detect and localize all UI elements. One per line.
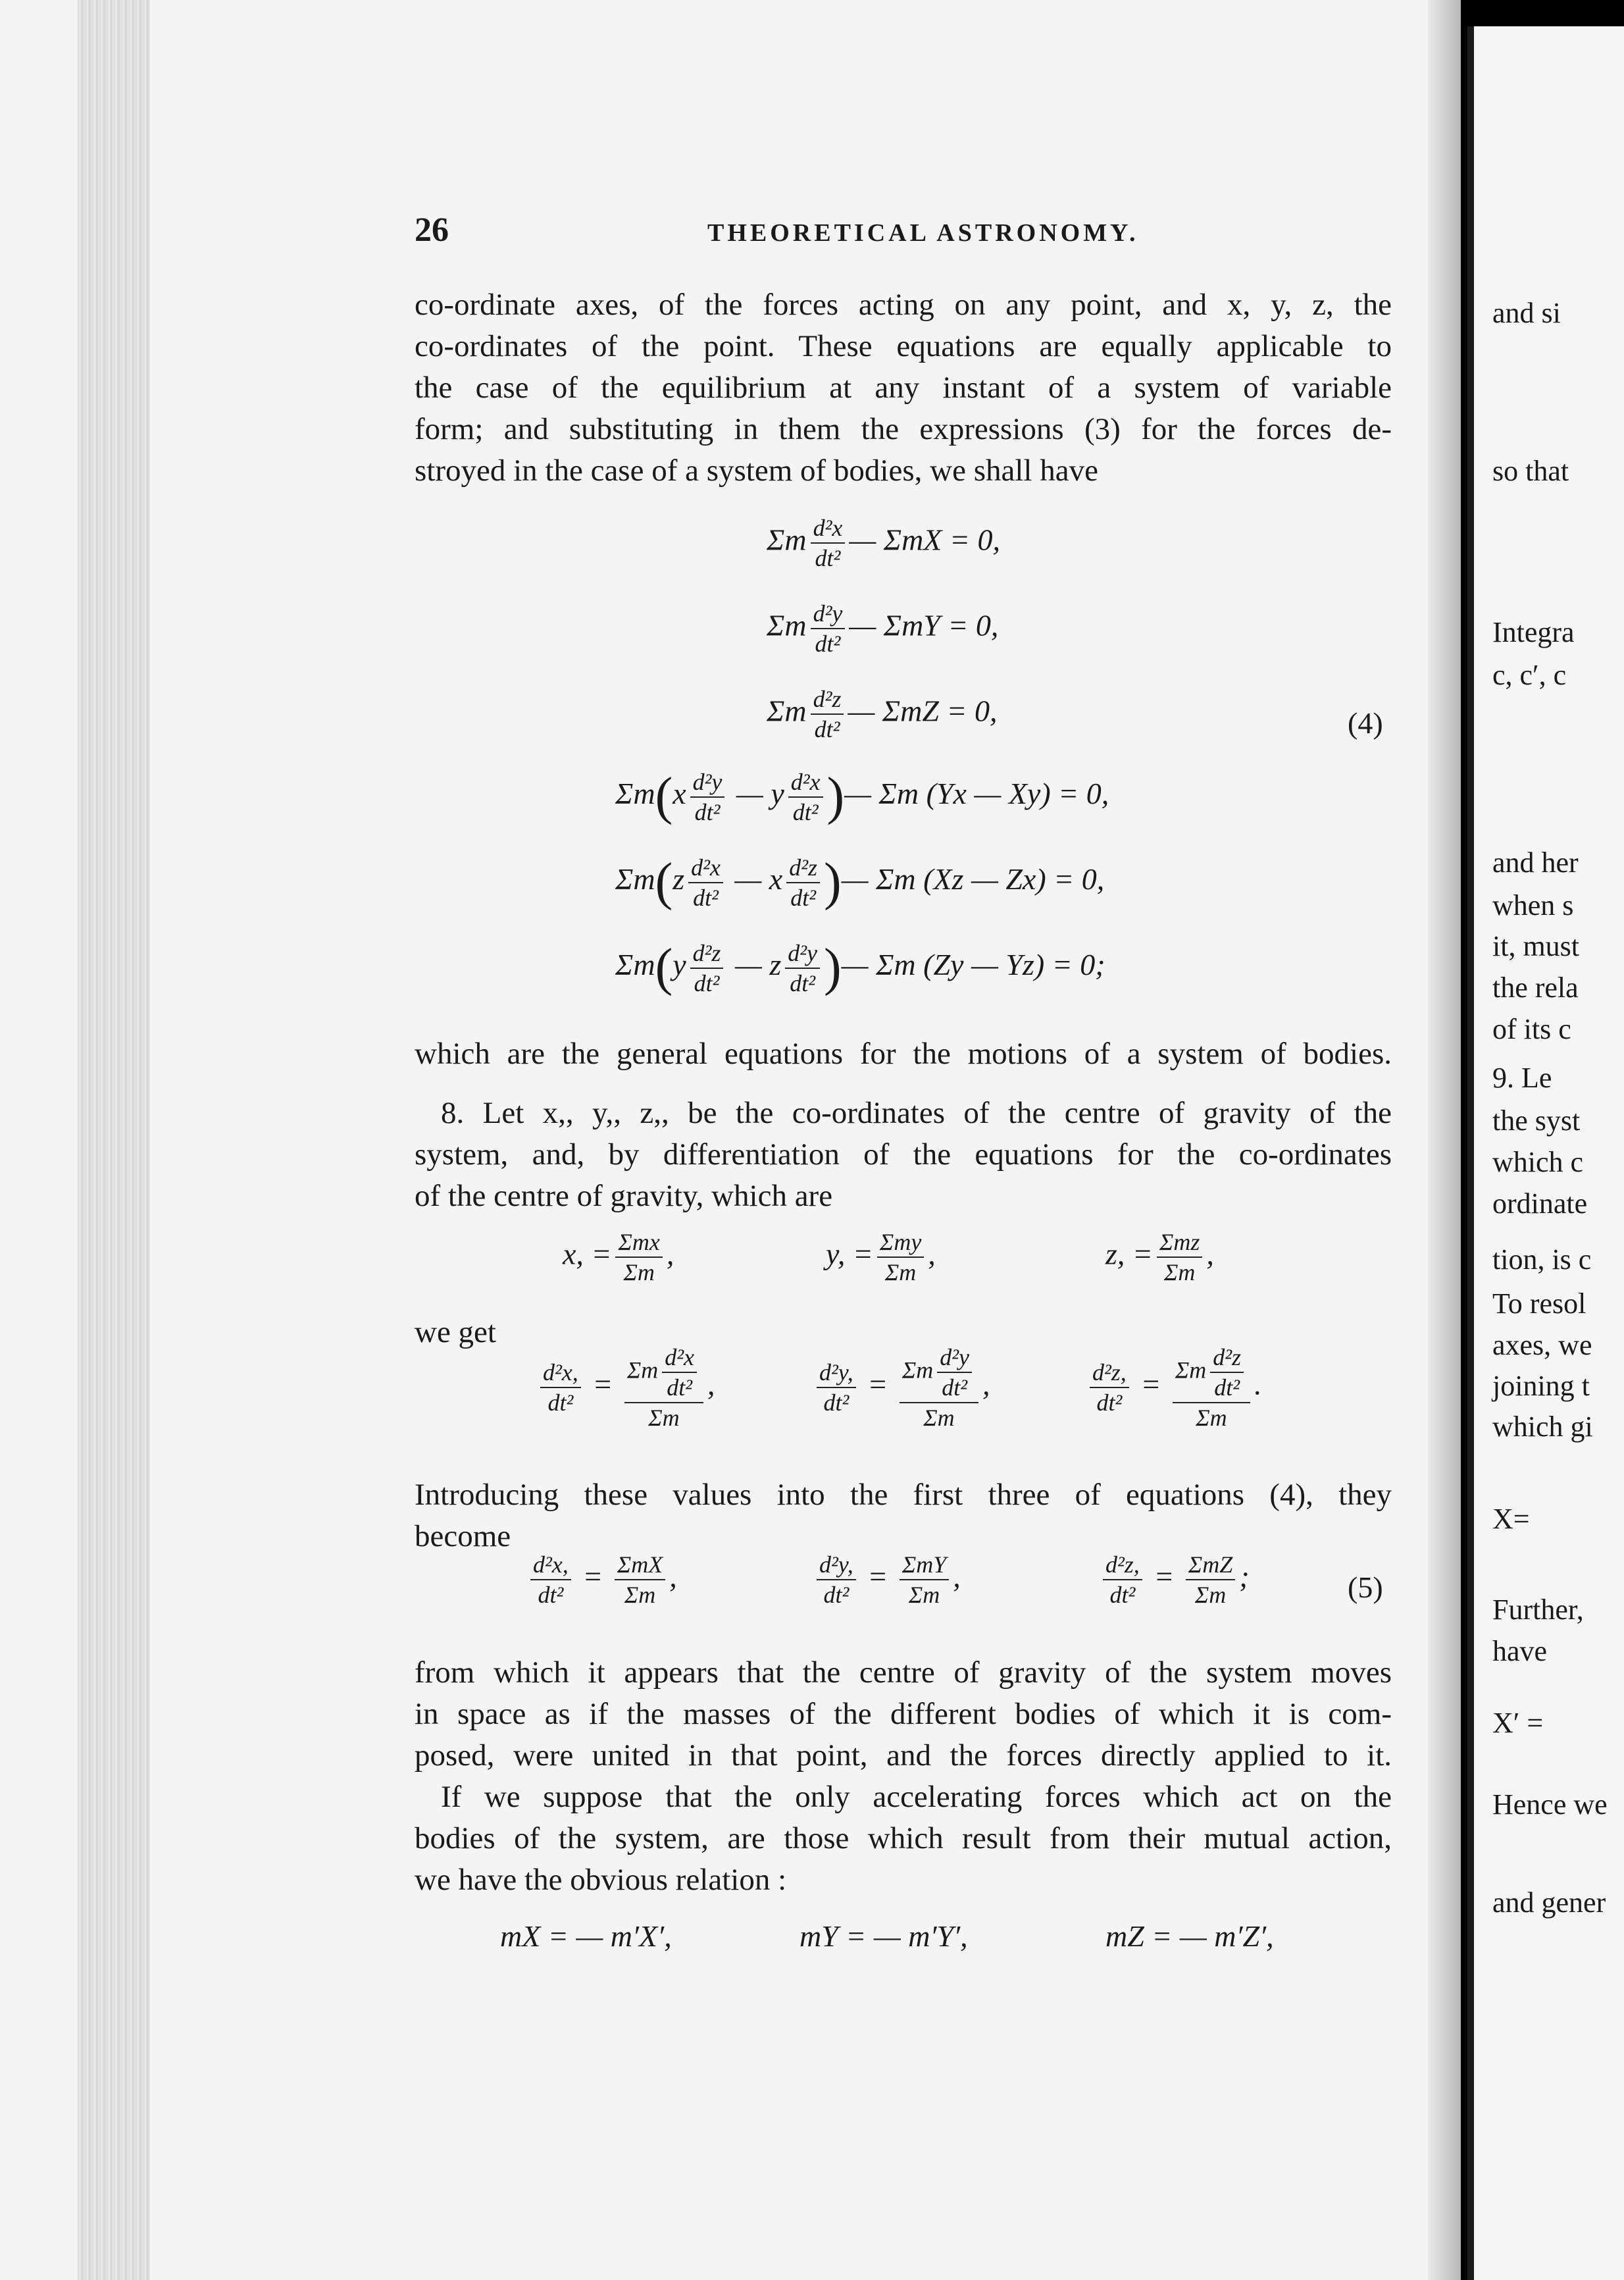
right-page-line: it, must (1492, 930, 1580, 962)
equation-moment-y: Σm(z $\frac{\text{d²x}}{\text{dt²}}$ — x $\frac{\text{d²z}}{\text{dt²}}$ )— Σm (Xz — Zx) = 0, (615, 853, 1105, 911)
paragraph-line: stroyed in the case of a system of bodies, we shall have (415, 453, 1098, 488)
paragraph-line: bodies of the system, are those which result from their mutual action, (415, 1821, 1392, 1855)
paragraph-line: 8. Let x,, y,, z,, be the co-ordinates of the centre of gravity of the (441, 1096, 1392, 1130)
paragraph-line: form; and substituting in them the expressions (3) for the forces de- (415, 412, 1392, 446)
right-page-line: 9. Le (1492, 1062, 1552, 1094)
running-title: THEORETICAL ASTRONOMY. (707, 219, 1139, 247)
paragraph-line: from which it appears that the centre of gravity of the system moves (415, 1655, 1392, 1690)
right-page-line: the rela (1492, 972, 1579, 1004)
paragraph-line: co-ordinates of the point. These equations are equally applicable to (415, 329, 1392, 363)
equation-number-5: (5) (1348, 1570, 1383, 1604)
equation-derivative-z: $\frac{\text{d²z,}}{\text{dt²}}$ = Σm $\frac{\text{d²z}}{\text{dt²}}$ Σm . (1086, 1343, 1262, 1432)
paragraph-line: we have the obvious relation : (415, 1863, 787, 1897)
equation-derivative-y: $\frac{\text{d²y,}}{\text{dt²}}$ = Σm $\frac{\text{d²y}}{\text{dt²}}$ Σm , (813, 1343, 990, 1432)
right-page-line: axes, we (1492, 1329, 1592, 1361)
right-page-line: and her (1492, 846, 1579, 879)
equation-5-z: $\frac{\text{d²z,}}{\text{dt²}}$ = $\frac{\text{ΣmZ}}{\Sigma m}$ ; (1099, 1550, 1250, 1609)
right-page-line: the syst (1492, 1104, 1581, 1137)
equation-force-x: Σm $\frac{\text{d²x}}{\text{dt²}}$ — ΣmX = 0, (767, 515, 1000, 571)
right-page-line: Integra (1492, 616, 1575, 648)
page-number: 26 (415, 211, 449, 249)
page-gutter (78, 0, 150, 2280)
right-page-line: X= (1492, 1503, 1530, 1535)
right-page-line: X′ = (1492, 1707, 1544, 1739)
right-page-line: c, c′, c (1492, 659, 1567, 691)
right-page-line: which c (1492, 1146, 1584, 1178)
equation-moment-z: Σm(x $\frac{\text{d²y}}{\text{dt²}}$ — y $\frac{\text{d²x}}{\text{dt²}}$ )— Σm (Yx — Xy) = 0, (615, 767, 1109, 825)
right-page-line: Hence we (1492, 1788, 1608, 1821)
right-page-line: joining t (1492, 1370, 1590, 1402)
right-page-line: and si (1492, 297, 1561, 329)
paragraph-line: posed, were united in that point, and the forces directly applied to it. (415, 1738, 1392, 1773)
equation-moment-x: Σm(y $\frac{\text{d²z}}{\text{dt²}}$ — z $\frac{\text{d²y}}{\text{dt²}}$ )— Σm (Zy — Yz) = 0; (615, 939, 1105, 997)
equation-force-y: Σm $\frac{\text{d²y}}{\text{dt²}}$ — ΣmY = 0, (767, 600, 999, 657)
right-page-line: so that (1492, 455, 1569, 487)
paragraph-line: become (415, 1519, 511, 1553)
right-page (1467, 26, 1624, 2280)
equation-force-z: Σm $\frac{\text{d²z}}{\text{dt²}}$ — ΣmZ = 0, (767, 686, 998, 742)
equation-relation-z: mZ = — m′Z′, (1105, 1919, 1274, 1953)
paragraph-line: system, and, by differentiation of the equations for the co-ordinates (415, 1137, 1392, 1172)
equation-number-4: (4) (1348, 706, 1383, 740)
right-page-line: when s (1492, 889, 1574, 921)
right-page-line: ordinate (1492, 1187, 1588, 1220)
equation-5-y: $\frac{\text{d²y,}}{\text{dt²}}$ = $\frac{\text{ΣmY}}{\Sigma m}$ , (813, 1550, 961, 1609)
equation-relation-x: mX = — m′X′, (500, 1919, 672, 1953)
right-page-line: tion, is c (1492, 1243, 1592, 1276)
right-page-line: and gener (1492, 1886, 1606, 1919)
paragraph-line: the case of the equilibrium at any instant of a system of variable (415, 371, 1392, 405)
right-page-line: Further, (1492, 1593, 1584, 1626)
paragraph-line: which are the general equations for the motions of a system of bodies. (415, 1037, 1392, 1071)
equation-relation-y: mY = — m′Y′, (799, 1919, 968, 1953)
page-fold-shadow (1428, 0, 1461, 2280)
right-page-line: of its c (1492, 1013, 1571, 1045)
paragraph-line: Introducing these values into the first three of equations (4), they (415, 1478, 1392, 1512)
right-page-line: To resol (1492, 1287, 1586, 1320)
paragraph-line: we get (415, 1315, 496, 1349)
paragraph-line: in space as if the masses of the different bodies of which it is com- (415, 1697, 1392, 1731)
equation-derivative-x: $\frac{\text{d²x,}}{\text{dt²}}$ = Σm $\frac{\text{d²x}}{\text{dt²}}$ Σm , (536, 1343, 715, 1432)
paragraph-line: co-ordinate axes, of the forces acting on any point, and x, y, z, the (415, 288, 1392, 322)
paragraph-line: If we suppose that the only accelerating forces which act on the (441, 1780, 1392, 1814)
paragraph-line: of the centre of gravity, which are (415, 1179, 833, 1213)
equation-centre-x: x, = $\frac{\text{Σmx}}{\Sigma m}$ , (563, 1229, 674, 1285)
equation-centre-y: y, = $\frac{\text{Σmy}}{\Sigma m}$ , (826, 1229, 936, 1285)
equation-centre-z: z, = $\frac{\text{Σmz}}{\Sigma m}$ , (1105, 1229, 1214, 1285)
equation-5-x: $\frac{\text{d²x,}}{\text{dt²}}$ = $\frac{\text{ΣmX}}{\Sigma m}$ , (526, 1550, 677, 1609)
right-page-line: have (1492, 1635, 1548, 1667)
right-page-line: which gi (1492, 1411, 1593, 1443)
